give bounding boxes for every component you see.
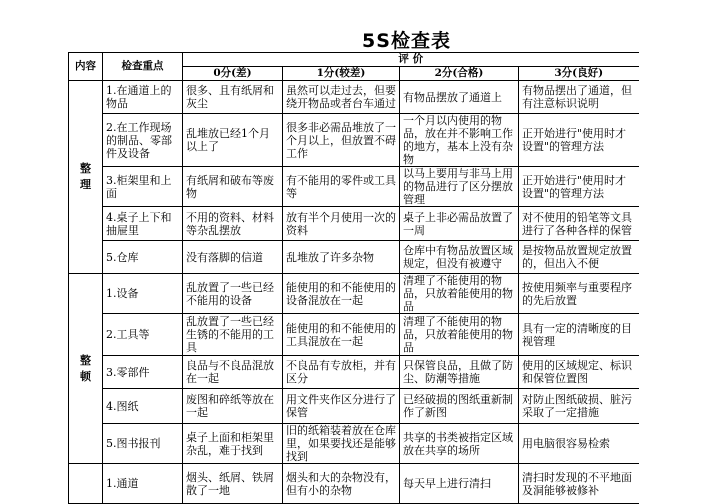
score-cell: 有物品摆出了通道，但有注意标识说明 <box>519 81 639 114</box>
row-item: 3.柜架里和上面 <box>103 167 183 207</box>
score-cell: 已经破损的图纸重新制作了新图 <box>400 389 519 424</box>
score-cell: 清理了不能使用的物品，只放着能使用的物品 <box>400 314 519 356</box>
row-item: 1.通道 <box>103 464 183 504</box>
score-cell: 烟头和大的杂物没有，但有小的杂物 <box>283 464 400 504</box>
score-cell: 正开始进行"使用时才设置"的管理方法 <box>519 114 639 167</box>
score-cell: 有不能用的零件或工具等 <box>283 167 400 207</box>
score-cell: 能使用的和不能使用的设备混放在一起 <box>283 274 400 314</box>
row-item: 1.设备 <box>103 274 183 314</box>
score-cell: 清理了不能使用的物品，只放着能使用的物品 <box>400 274 519 314</box>
score-cell: 具有一定的清晰度的目视管理 <box>519 314 639 356</box>
table-row <box>69 464 639 504</box>
score-cell: 用电脑很容易检索 <box>519 424 639 464</box>
score-cell: 没有落脚的信道 <box>183 241 283 274</box>
score-cell: 有纸屑和破布等废物 <box>183 167 283 207</box>
row-item: 2.在工作现场的制品、零部件及设备 <box>103 114 183 167</box>
score-cell: 乱堆放了许多杂物 <box>283 241 400 274</box>
score-cell: 用文件夹作区分进行了保管 <box>283 389 400 424</box>
score-cell: 清扫时发现的不平地面及洞能够被修补 <box>519 464 639 504</box>
header-rating: 评 价 <box>183 53 639 67</box>
row-item: 1.在通道上的物品 <box>103 81 183 114</box>
checklist-table <box>68 52 639 504</box>
header-score-1: 1分(较差) <box>283 67 400 81</box>
score-cell: 很多、且有纸屑和灰尘 <box>183 81 283 114</box>
score-cell: 乱放置了一些已经生锈的不能用的工具 <box>183 314 283 356</box>
score-cell: 只保管良品，且做了防尘、防潮等措施 <box>400 356 519 389</box>
score-cell: 虽然可以走过去，但要绕开物品或者台车通过 <box>283 81 400 114</box>
score-cell: 共享的书类被指定区域放在共享的场所 <box>400 424 519 464</box>
score-cell: 是按物品放置规定放置的，但出入不便 <box>519 241 639 274</box>
header-focus: 检查重点 <box>103 53 183 81</box>
score-cell: 乱放置了一些已经不能用的设备 <box>183 274 283 314</box>
row-item: 3.零部件 <box>103 356 183 389</box>
score-cell: 仓库中有物品放置区域规定，但没有被遵守 <box>400 241 519 274</box>
table-row <box>69 241 639 274</box>
score-cell: 使用的区域规定、标识和保管位置图 <box>519 356 639 389</box>
score-cell: 有物品摆放了通道上 <box>400 81 519 114</box>
sheet-title: 5S检查表 <box>362 30 451 52</box>
section-name <box>69 464 103 504</box>
score-cell: 乱堆放已经1个月以上了 <box>183 114 283 167</box>
table-row <box>69 167 639 207</box>
table-row <box>69 314 639 356</box>
score-cell: 不良品有专放柜，并有区分 <box>283 356 400 389</box>
table-row <box>69 274 639 314</box>
score-cell: 按使用频率与重要程序的先后放置 <box>519 274 639 314</box>
table-row <box>69 114 639 167</box>
score-cell: 旧的纸箱装着放在仓库里，如果要找还是能够找到 <box>283 424 400 464</box>
row-item: 4.图纸 <box>103 389 183 424</box>
score-cell: 不用的资料、材料等杂乱摆放 <box>183 207 283 241</box>
score-cell: 以马上要用与非马上用的物品进行了区分摆放管理 <box>400 167 519 207</box>
row-item: 5.仓库 <box>103 241 183 274</box>
header-content: 内容 <box>69 53 103 81</box>
table-row <box>69 81 639 114</box>
score-cell: 正开始进行"使用时才设置"的管理方法 <box>519 167 639 207</box>
score-cell: 烟头、纸屑、铁屑散了一地 <box>183 464 283 504</box>
header-score-3: 3分(良好) <box>519 67 639 81</box>
row-item: 2.工具等 <box>103 314 183 356</box>
section-name: 整 顿 <box>69 274 103 464</box>
score-cell: 能使用的和不能使用的工具混放在一起 <box>283 314 400 356</box>
table-row <box>69 389 639 424</box>
score-cell: 很多非必需品堆放了一个月以上，但放置不碍工作 <box>283 114 400 167</box>
row-item: 4.桌子上下和抽屉里 <box>103 207 183 241</box>
header-score-2: 2分(合格) <box>400 67 519 81</box>
score-cell: 放有半个月使用一次的资料 <box>283 207 400 241</box>
score-cell: 废图和碎纸等放在一起 <box>183 389 283 424</box>
score-cell: 一个月以内使用的物品，放在并不影响工作的地方，基本上没有杂物 <box>400 114 519 167</box>
score-cell: 桌子上面和柜架里杂乱，难于找到 <box>183 424 283 464</box>
score-cell: 对不使用的铅笔等文具进行了各种各样的保管 <box>519 207 639 241</box>
score-cell: 每天早上进行清扫 <box>400 464 519 504</box>
header-score-0: 0分(差) <box>183 67 283 81</box>
score-cell: 桌子上非必需品放置了一周 <box>400 207 519 241</box>
table-row <box>69 424 639 464</box>
row-item: 5.图书报刊 <box>103 424 183 464</box>
table-row <box>69 356 639 389</box>
score-cell: 对防止图纸破损、脏污采取了一定措施 <box>519 389 639 424</box>
table-row <box>69 207 639 241</box>
section-name: 整 理 <box>69 81 103 274</box>
score-cell: 良品与不良品混放在一起 <box>183 356 283 389</box>
